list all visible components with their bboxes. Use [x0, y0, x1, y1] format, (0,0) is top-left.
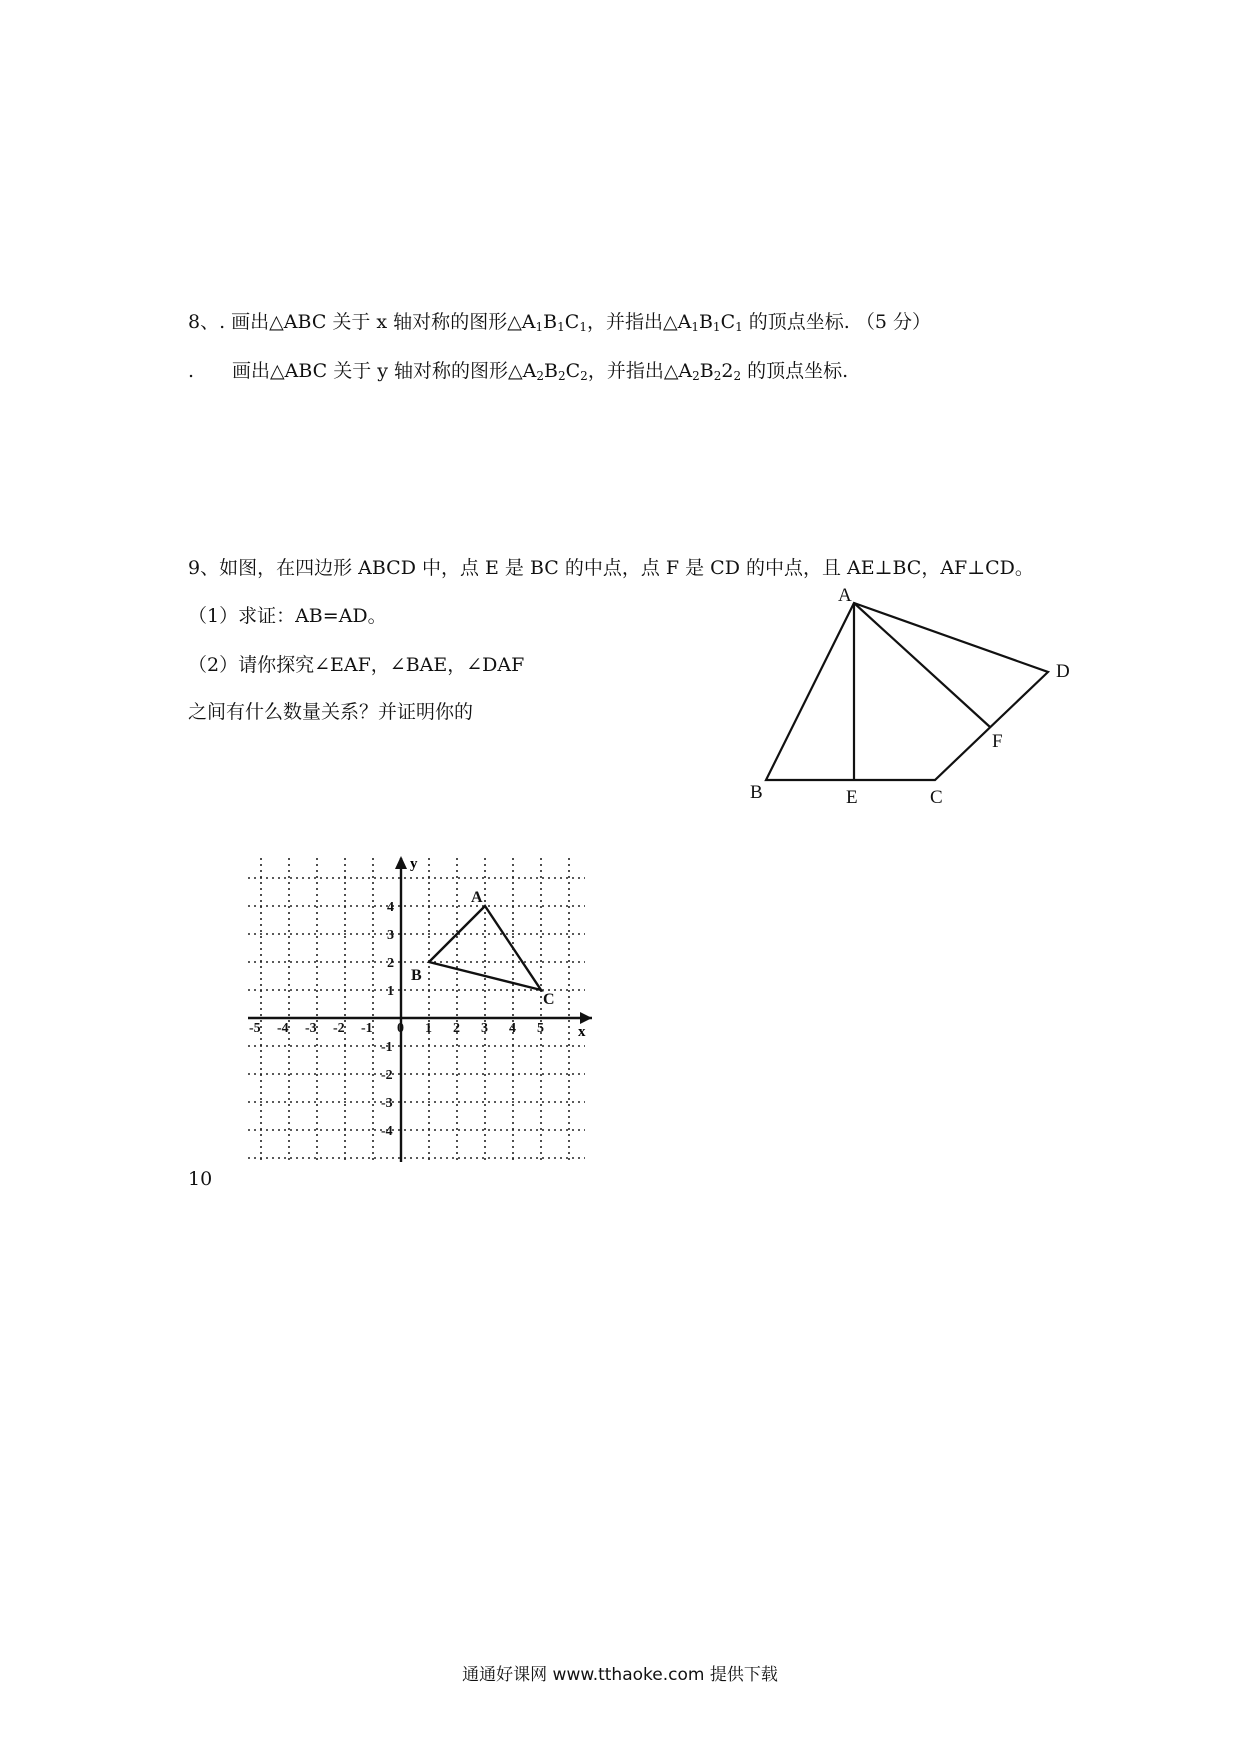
q8-l2-text-b: B: [544, 360, 558, 382]
q8-sub: 1: [535, 320, 544, 334]
q8-text-suffix: 的顶点坐标. （5 分）: [742, 311, 931, 333]
question-9-part-2: （2）请你探究∠EAF，∠BAE，∠DAF: [188, 654, 525, 676]
q8-l2-sub: 2: [733, 369, 742, 383]
y-axis-label: y: [410, 856, 418, 872]
q8-l2-text-suffix: 的顶点坐标.: [741, 360, 849, 382]
question-8-line-1: [188, 310, 931, 339]
question-9-part-1: （1）求证：AB=AD。: [188, 605, 387, 627]
label-e: E: [846, 787, 858, 808]
q8-l2-sub: 2: [557, 369, 566, 383]
label-a: A: [838, 585, 852, 606]
x-tick-label: -2: [333, 1021, 345, 1036]
q8-sub: 1: [557, 320, 565, 334]
q8-sub: 1: [712, 320, 721, 334]
quad-abcd-outline: [766, 603, 1048, 780]
q8-l2-text-e: 2: [721, 360, 734, 382]
label-f: F: [992, 731, 1003, 752]
x-tick-label: 4: [509, 1021, 516, 1036]
vertex-label-b: B: [411, 967, 422, 984]
y-tick-label: -2: [381, 1068, 393, 1083]
vertex-label-c: C: [543, 991, 555, 1008]
segment-af: [854, 603, 990, 727]
q8-l2-sub: 2: [580, 369, 588, 383]
x-axis-label: x: [578, 1024, 586, 1040]
q8-l2-text-d: B: [699, 360, 714, 382]
x-tick-label: 1: [425, 1021, 432, 1036]
question-9-part-2-continued: 之间有什么数量关系？并证明你的: [188, 701, 474, 723]
q8-sub: 1: [735, 320, 743, 334]
q8-l2-text-mid: ，并指出△A: [587, 360, 693, 382]
question-8-line-2: [188, 359, 848, 388]
x-tick-label: -4: [277, 1021, 289, 1036]
q8-l2-sub: 2: [713, 369, 722, 383]
x-tick-label: 5: [537, 1021, 544, 1036]
q8-l2-sub: 2: [536, 369, 545, 383]
y-axis-arrow-icon: [395, 856, 407, 869]
x-tick-label: 3: [481, 1021, 488, 1036]
q8-text-a: 8、. 画出△ABC 关于 x 轴对称的图形△A: [188, 311, 536, 333]
coordinate-grid-figure: [240, 850, 610, 1170]
question-9-stem: 9、如图，在四边形 ABCD 中，点 E 是 BC 的中点，点 F 是 CD 的中点，且 AE⊥BC，AF⊥CD。: [188, 557, 1034, 579]
x-tick-label: 2: [453, 1021, 460, 1036]
y-tick-label: 4: [387, 900, 394, 915]
y-tick-label: -1: [381, 1040, 393, 1055]
x-tick-label: 0: [397, 1021, 404, 1036]
label-b: B: [750, 782, 763, 803]
q8-text-e: C: [720, 311, 736, 333]
y-tick-label: -4: [381, 1124, 393, 1139]
vertex-label-a: A: [471, 889, 483, 906]
q8-l2-text-c: C: [565, 360, 581, 382]
x-tick-label: -3: [305, 1021, 317, 1036]
x-tick-label: -5: [249, 1021, 261, 1036]
tick-labels: [249, 900, 544, 1139]
footer-text: 通通好课网 www.tthaoke.com 提供下载: [462, 1665, 778, 1685]
q8-l2-sub: 2: [692, 369, 700, 383]
q8-text-c: C: [564, 311, 580, 333]
y-tick-label: -3: [381, 1096, 393, 1111]
q8-text-mid: ，并指出△A: [586, 311, 692, 333]
x-axis-arrow-icon: [580, 1012, 592, 1024]
label-d: D: [1056, 661, 1070, 682]
q8-line2-dot: .: [188, 360, 195, 382]
y-tick-label: 1: [387, 984, 394, 999]
q8-l2-text-a: 画出△ABC 关于 y 轴对称的图形△A: [232, 360, 537, 382]
quadrilateral-figure: [730, 585, 1090, 820]
q8-sub: 1: [579, 320, 587, 334]
label-c: C: [930, 787, 943, 808]
x-tick-label: -1: [361, 1021, 373, 1036]
y-tick-label: 2: [387, 956, 394, 971]
q8-sub: 1: [691, 320, 699, 334]
q8-text-d: B: [698, 311, 713, 333]
grid-lines: [248, 858, 585, 1162]
question-10-number: 10: [188, 1168, 213, 1190]
quadrilateral-lines: [766, 603, 1048, 780]
q8-text-b: B: [543, 311, 558, 333]
y-tick-label: 3: [387, 928, 394, 943]
